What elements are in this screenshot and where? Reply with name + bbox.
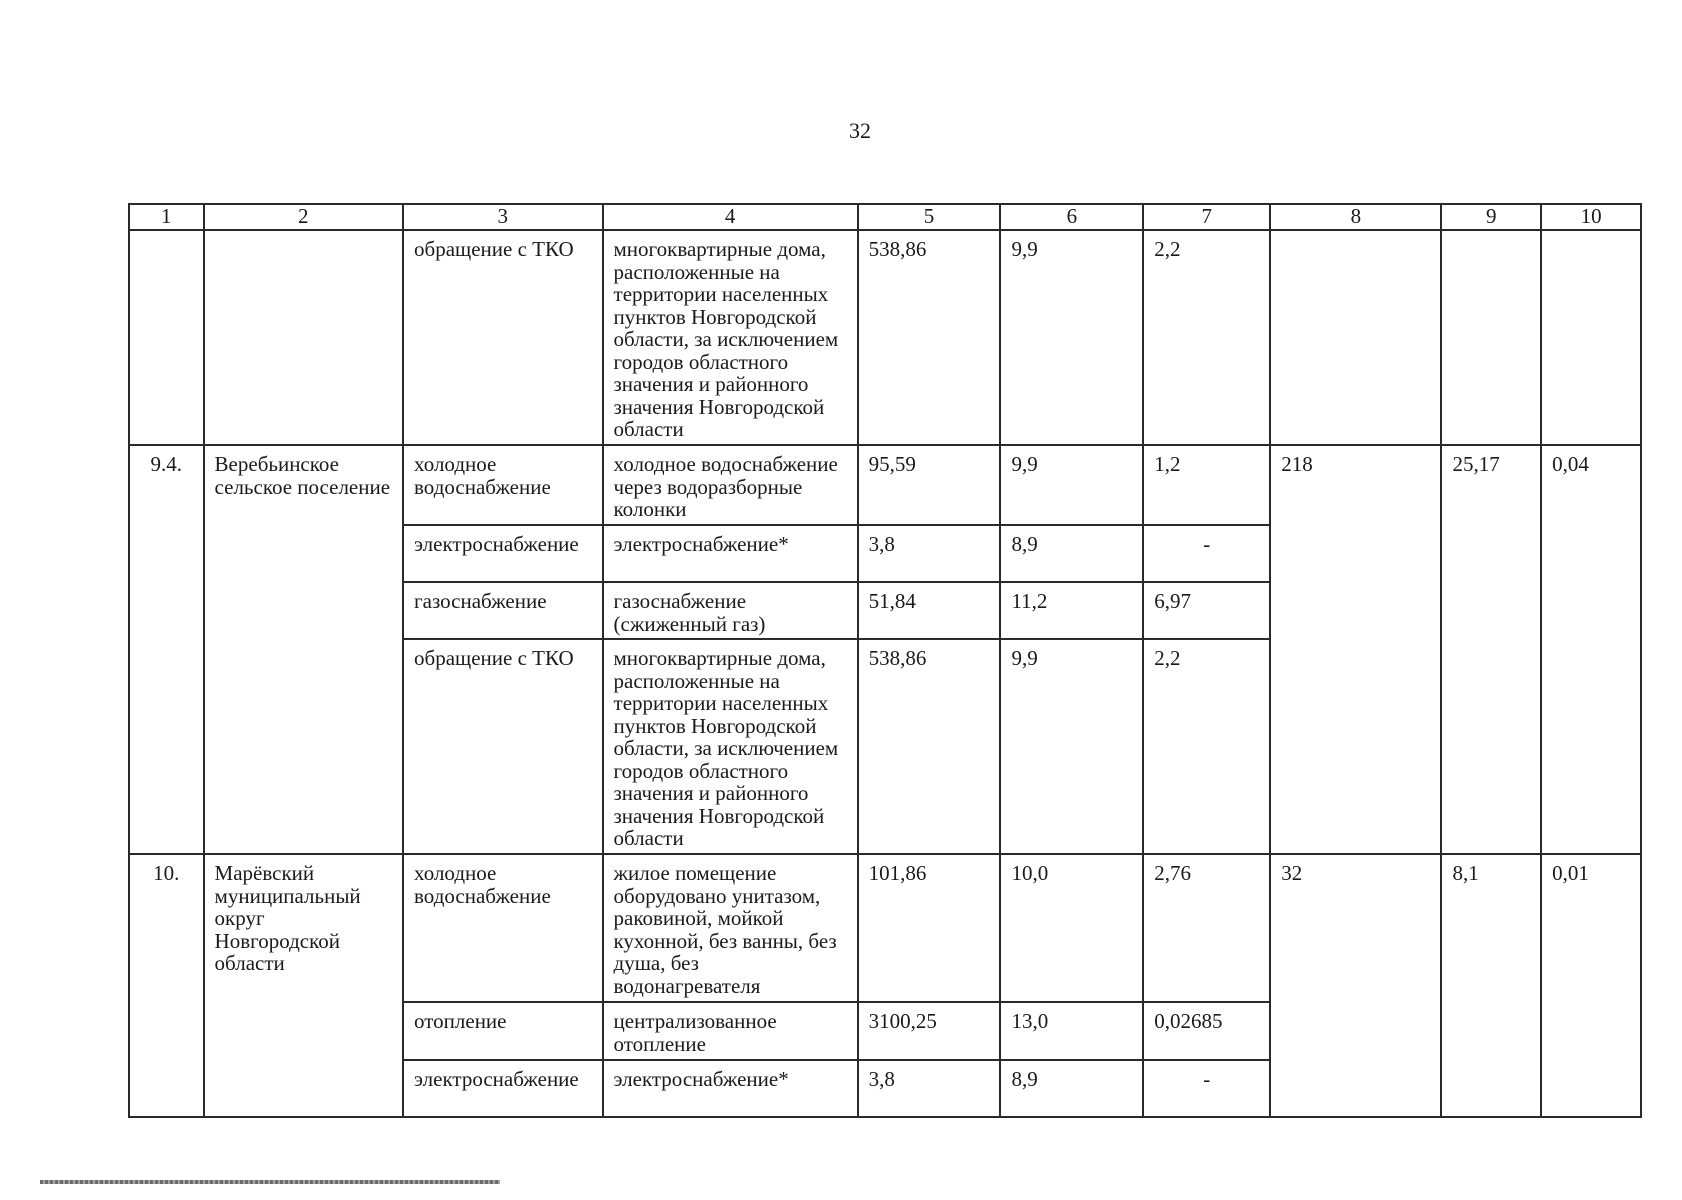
value-cell: 0,01 [1541,854,1641,1117]
page-number: 32 [849,118,871,143]
value-cell: 0,04 [1541,445,1641,854]
table-cell [1441,230,1541,445]
service-cell: обращение с ТКО [403,639,602,854]
tariff-table [128,203,1642,1118]
value-cell: 95,59 [858,445,1001,525]
service-cell: холодное водоснабжение [403,854,602,1002]
value-cell: 32 [1270,854,1441,1117]
value-cell: 10,0 [1000,854,1143,1002]
description-cell: электроснабжение* [603,1060,858,1117]
description-cell: электроснабжение* [603,525,858,582]
value-cell: 218 [1270,445,1441,854]
table-row [129,445,1641,525]
header-cell: 4 [603,204,858,230]
value-cell: 1,2 [1143,445,1270,525]
header-row [129,204,1641,230]
header-cell: 3 [403,204,602,230]
value-cell: 8,9 [1000,525,1143,582]
municipality-cell: Веребьинское сельское поселение [204,445,403,854]
table-cell [1541,230,1641,445]
value-cell: 8,9 [1000,1060,1143,1117]
service-cell: обращение с ТКО [403,230,602,445]
header-cell: 5 [858,204,1001,230]
value-cell: 538,86 [858,639,1001,854]
value-cell: 3,8 [858,1060,1001,1117]
service-cell: электроснабжение [403,1060,602,1117]
value-cell: 9,9 [1000,639,1143,854]
description-cell: жилое помещение оборудовано унитазом, раковиной, мойкой кухонной, без ванны, без душа, без водонагревателя [603,854,858,1002]
header-cell: 7 [1143,204,1270,230]
value-cell: 13,0 [1000,1002,1143,1060]
value-cell: 11,2 [1000,582,1143,639]
table-cell [1270,230,1441,445]
table-row [129,230,1641,445]
value-cell: 8,1 [1441,854,1541,1117]
municipality-cell: Марёвский муниципальный округ Новгородской области [204,854,403,1117]
service-cell: холодное водоснабжение [403,445,602,525]
description-cell: газоснабжение (сжиженный газ) [603,582,858,639]
value-cell: 0,02685 [1143,1002,1270,1060]
row-number-cell: 9.4. [129,445,204,854]
service-cell: электроснабжение [403,525,602,582]
value-cell: - [1143,525,1270,582]
value-cell: 2,2 [1143,639,1270,854]
value-cell: 51,84 [858,582,1001,639]
value-cell: 3,8 [858,525,1001,582]
description-cell: холодное водоснабжение через водоразборные колонки [603,445,858,525]
row-number-cell: 10. [129,854,204,1117]
value-cell: 3100,25 [858,1002,1001,1060]
header-cell: 8 [1270,204,1441,230]
value-cell: 6,97 [1143,582,1270,639]
header-cell: 1 [129,204,204,230]
value-cell: 25,17 [1441,445,1541,854]
value-cell: 2,76 [1143,854,1270,1002]
value-cell: 538,86 [858,230,1001,445]
service-cell: газоснабжение [403,582,602,639]
description-cell: многоквартирные дома, расположенные на территории населенных пунктов Новгородской области, за исключением городов областного значения и районного значения Новгородской области [603,639,858,854]
value-cell: 2,2 [1143,230,1270,445]
table-row [129,854,1641,1002]
service-cell: отопление [403,1002,602,1060]
value-cell: 101,86 [858,854,1001,1002]
description-cell: многоквартирные дома, расположенные на территории населенных пунктов Новгородской области, за исключением городов областного значения и районного значения Новгородской области [603,230,858,445]
value-cell: 9,9 [1000,230,1143,445]
table-cell [129,230,204,445]
header-cell: 9 [1441,204,1541,230]
table-cell [204,230,403,445]
description-cell: централизованное отопление [603,1002,858,1060]
value-cell: - [1143,1060,1270,1117]
value-cell: 9,9 [1000,445,1143,525]
header-cell: 10 [1541,204,1641,230]
header-cell: 6 [1000,204,1143,230]
scan-artifact-line [40,1180,500,1184]
header-cell: 2 [204,204,403,230]
